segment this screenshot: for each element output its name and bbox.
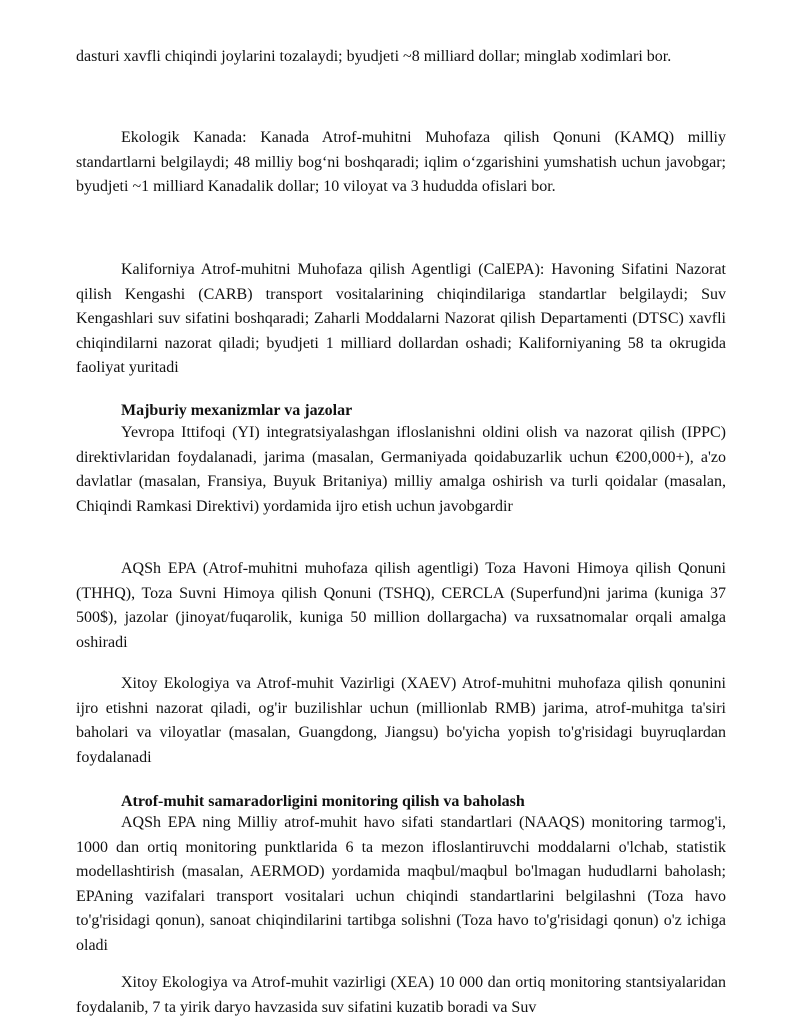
- paragraph-eu-ippc: Yevropa Ittifoqi (YI) integratsiyalashgan ifloslanishni oldini olish va nazorat qilish (IPPC) direktivlaridan foydalanadi, jarima (masalan, Germaniyada qoidabuzarlik uchun €200,000+), a'zo davlatlar (masalan, Fransiya, Buyuk Britaniya) milliy amalga oshirish va turli qoidalar (masalan, Chiqindi Ramkasi Direktivi) yordamida ijro etish uchun javobgardir: [76, 424, 726, 515]
- paragraph-us-epa-enforcement: AQSh EPA (Atrof-muhitni muhofaza qilish agentligi) Toza Havoni Himoya qilish Qonuni (THHQ), Toza Suvni Himoya qilish Qonuni (TSHQ), CERCLA (Superfund)ni jarima (kuniga 37 500$), jazolar (jinoyat/fuqarolik, kuniga 50 million dollargacha) va ruxsatnomalar orqali amalga oshiradi: [76, 560, 726, 651]
- section-heading-enforcement: Majburiy mexanizmlar va jazolar: [121, 402, 353, 419]
- paragraph-us-epa-naaqs: AQSh EPA ning Milliy atrof-muhit havo sifati standartlari (NAAQS) monitoring tarmog'i, 1000 dan ortiq monitoring punktlarida 6 ta mezon ifloslantiruvchi moddalarni o'lchab, statistik modellashtirish (masalan, AERMOD) yordamida maqbul/maqbul bo'lmagan hududlarni baholash; EPAning vazifalari transport vositalari uchun chiqindi standartlarini belgilashni (Toza havo to'g'risidagi qonun), sanoat chiqindilarini tartibga solishni (Toza havo to'g'risidagi qonun) o'z ichiga oladi: [76, 814, 726, 954]
- paragraph-superfund-continuation: dasturi xavfli chiqindi joylarini tozalaydi; byudjeti ~8 milliard dollar; minglab xodimlari bor.: [76, 48, 672, 65]
- paragraph-calepa: Kaliforniya Atrof-muhitni Muhofaza qilish Agentligi (CalEPA): Havoning Sifatini Nazorat qilish Kengashi (CARB) transport vositalarining chiqindilariga standartlar belgilaydi; Suv Kengashlari suv sifatini boshqaradi; Zaharli Moddalarni Nazorat qilish Departamenti (DTSC) xavfli chiqindilarni nazorat qiladi; byudjeti 1 milliard dollardan oshadi; Kaliforniyaning 58 ta okrugida faoliyat yuritadi: [76, 261, 726, 376]
- paragraph-china-mee-enforcement: Xitoy Ekologiya va Atrof-muhit Vazirligi (XAEV) Atrof-muhitni muhofaza qilish qonunini ijro etishni nazorat qiladi, og'ir buzilishlar uchun (millionlab RMB) jarima, atrof-muhitga ta'siri baholari va viloyatlar (masalan, Guangdong, Jiangsu) bo'yicha yopish to'g'risidagi buyruqlardan foydalanadi: [76, 675, 726, 766]
- section-heading-monitoring: Atrof-muhit samaradorligini monitoring qilish va baholash: [121, 793, 525, 810]
- paragraph-china-mee-monitoring: Xitoy Ekologiya va Atrof-muhit vazirligi (XEA) 10 000 dan ortiq monitoring stantsiyalaridan foydalanib, 7 ta yirik daryo havzasida suv sifatini kuzatib boradi va Suv: [76, 974, 726, 1016]
- paragraph-environment-canada: Ekologik Kanada: Kanada Atrof-muhitni Muhofaza qilish Qonuni (KAMQ) milliy standartlarni belgilaydi; 48 milliy bog‘ni boshqaradi; iqlim o‘zgarishini yumshatish uchun javobgar; byudjeti ~1 milliard Kanadalik dollar; 10 viloyat va 3 hududda ofislari bor.: [76, 129, 726, 195]
